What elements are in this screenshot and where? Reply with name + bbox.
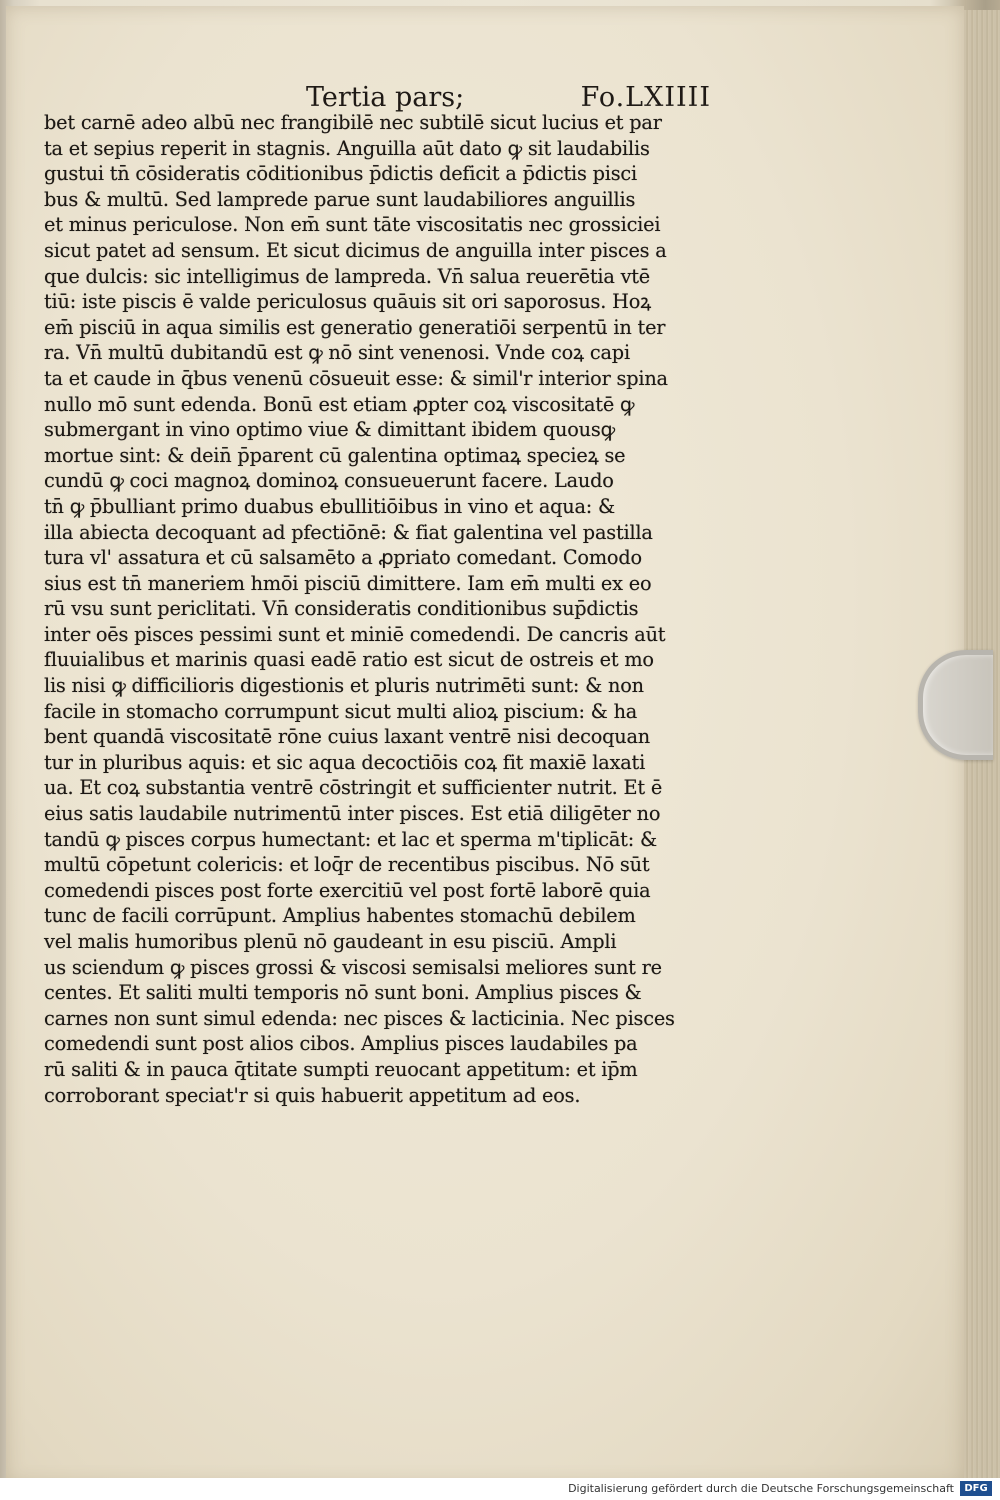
text-line: vel malis humoribus plenū nō gaudeant in esu pisciū. Ampli [44,930,617,953]
text-line: submergant in vino optimo viue & dimittant ibidem quousꝙ [44,418,615,442]
text-line: fluuialibus et marinis quasi eadē ratio est sicut de ostreis et mo [44,648,654,672]
text-line: bent quandā viscositatē rōne cuius laxant ventrē nisi decoquan [44,725,651,749]
text-line: ta et sepius reperit in stagnis. Anguilla aūt dato ꝙ sit laudabilis [44,136,650,160]
text-line: cundū ꝙ coci magnoꝝ dominoꝝ consueuerunt facere. Laudo [44,469,614,493]
text-line: inter oēs pisces pessimi sunt et miniē comedendi. De cancris aūt [44,622,666,646]
text-line: et minus periculose. Non em̄ sunt tāte viscositatis nec grossiciei [44,213,661,237]
text-line: lis nisi ꝙ difficilioris digestionis et pluris nutrimēti sunt: & non [44,674,644,698]
text-line: eius satis laudabile nutrimentū inter pisces. Est etiā diligēter no [44,802,661,826]
body-text [44,110,694,1108]
text-line: carnes non sunt simul edenda: nec pisces & lacticinia. Nec pisces [44,1006,675,1030]
text-line: comedendi sunt post alios cibos. Amplius pisces laudabiles pa [44,1032,638,1056]
text-line: tn̄ ꝙ p̄bulliant primo duabus ebullitiōibus in vino et aqua: & [44,494,615,518]
text-line: sius est tn̄ maneriem hmōi pisciū dimittere. Iam em̄ multi ex eo [44,571,652,595]
dfg-logo-icon: DFG [960,1481,992,1496]
text-line: us sciendum ꝙ pisces grossi & viscosi semisalsi meliores sunt re [44,955,662,979]
digitization-credit-bar [0,1478,1000,1500]
text-line: tandū ꝙ pisces corpus humectant: et lac et sperma m'tiplicāt: & [44,827,657,851]
text-line: bus & multū. Sed lamprede parue sunt laudabiliores anguillis [44,187,636,211]
text-line: comedendi pisces post forte exercitiū vel post fortē laborē quia [44,878,651,902]
text-line: multū cōpetunt colericis: et loq̄r de recentibus piscibus. Nō sūt [44,853,650,877]
running-title: Tertia pars; [306,82,465,113]
text-line: rū vsu sunt periclitati. Vn̄ consideratis conditionibus sup̄dictis [44,597,639,621]
text-line: sicut patet ad sensum. Et sicut dicimus de anguilla inter pisces a [44,238,667,262]
text-line: ta et caude in q̄bus venenū cōsueuit esse: & simil'r interior spina [44,366,668,390]
text-line: tunc de facili corrūpunt. Amplius habentes stomachū debilem [44,904,636,928]
text-line: nullo mō sunt edenda. Bonū est etiam ꝓpter coꝝ viscositatē ꝙ [44,392,635,416]
text-line: que dulcis: sic intelligimus de lampreda. Vn̄ salua reuerētia vtē [44,264,651,288]
text-line: corroborant speciat'r si quis habuerit appetitum ad eos. [44,1083,581,1107]
text-line: illa abiecta decoquant ad pfectiōnē: & fiat galentina vel pastilla [44,520,653,544]
text-line: rū saliti & in pauca q̄titate sumpti reuocant appetitum: et ip̄m [44,1057,638,1081]
text-line: ua. Et coꝝ substantia ventrē cōstringit et sufficienter nutrit. Et ē [44,776,663,800]
text-line: tiū: iste piscis ē valde periculosus quāuis sit ori saporosus. Hoꝝ [44,290,652,314]
text-line: facile in stomacho corrumpunt sicut multi alioꝝ piscium: & ha [44,699,638,723]
text-line: em̄ pisciū in aqua similis est generatio generatiōi serpentū in ter [44,315,666,339]
folio-number: Fo.LXIIII [580,82,711,113]
text-line: tura vl' assatura et cū salsamēto a ꝓpriato comedant. Comodo [44,546,642,570]
text-line: mortue sint: & dein̄ p̄parent cū galentina optimaꝝ specieꝝ se [44,443,626,467]
text-line: ra. Vn̄ multū dubitandū est ꝙ nō sint venenosi. Vnde coꝝ capi [44,341,630,365]
text-line: centes. Et saliti multi temporis nō sunt boni. Amplius pisces & [44,981,642,1005]
book-page [6,6,964,1484]
text-line: bet carnē adeo albū nec frangibilē nec subtilē sicut lucius et par [44,111,662,134]
text-line: gustui tn̄ cōsideratis cōditionibus p̄dictis deficit a p̄dictis pisci [44,162,637,186]
funding-credit: Digitalisierung gefördert durch die Deutsche Forschungsgemeinschaft [568,1482,954,1495]
text-line: tur in pluribus aquis: et sic aqua decoctiōis coꝝ fit maxiē laxati [44,750,646,774]
paper-clip-icon [918,650,993,760]
